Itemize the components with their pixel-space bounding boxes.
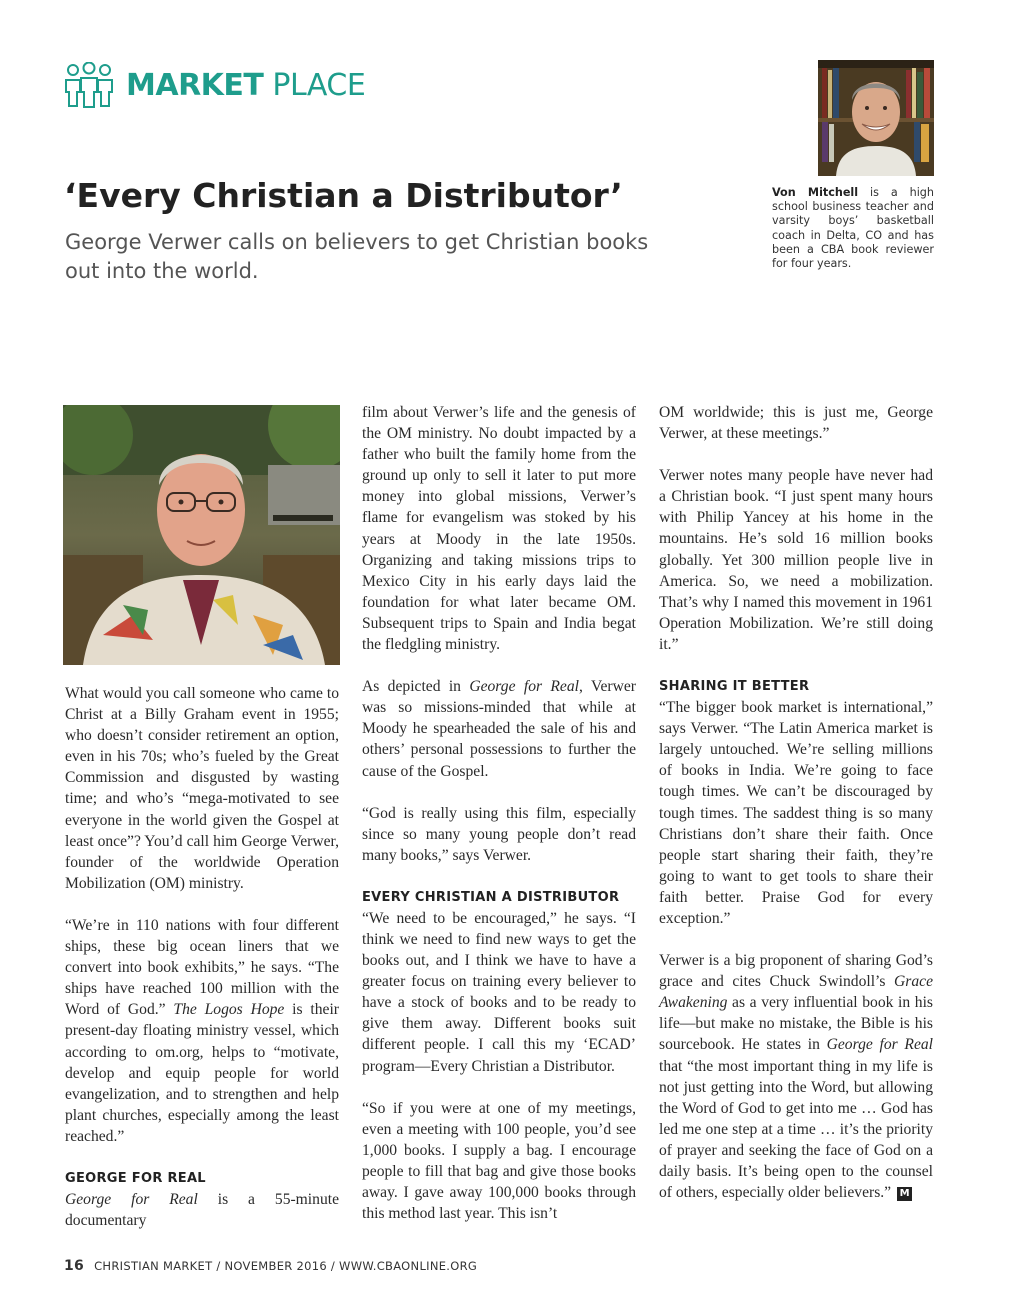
author-bio <box>772 186 934 271</box>
section-header <box>64 62 374 110</box>
col1-paragraph-1: What would you call someone who came to Christ at a Billy Graham event in 1955; who doesn’t consider retirement an option, even in his 70s; who’s fueled by the Great Commission and disgusted by wasting time; and who’s “mega-motivated to see everyone in the world given the Gospel at least once”? You’d call him George Verwer, founder of the worldwide Operation Mobilization (OM) ministry. <box>65 685 339 892</box>
col3-paragraph-1: OM worldwide; this is just me, George Verwer, at these meetings.” <box>659 404 933 443</box>
col2-p2-text-a: As depicted in <box>362 678 470 696</box>
col2-p2-italic: George for Real <box>469 678 579 696</box>
col3-paragraph-4 <box>659 950 933 1203</box>
col3-p4-text-c: that “the most important thing in my life is not just getting into the Word, but allowing the Word of God to get into me … God has led me one step at a time … it’s the priority of prayer and seeking the face of God on a daily basis. It’s being open to the counsel of others, especially older believers.” <box>659 1057 933 1202</box>
author-photo <box>818 60 934 176</box>
col1-paragraph-2 <box>65 915 339 1147</box>
page-number: 16 <box>64 1258 85 1274</box>
article-column-1 <box>65 683 339 1231</box>
george-verwer-photo <box>63 405 340 665</box>
author-name: Von Mitchell <box>772 186 859 199</box>
col3-p4-italic-1: Grace Awakening <box>659 973 933 1012</box>
col3-paragraph-3: “The bigger book market is international,” says Verwer. “The Latin America market is largely untouched. We’re selling millions of books in India. We’re going to face tough times. We can’t be discouraged by tough times. The saddest thing is so many Christians don’t share their faith. Once people start sharing their faith, they’re going to want to get tools to share their faith better. Praise God for every exception.” <box>659 699 933 927</box>
section-title <box>126 68 365 103</box>
col2-paragraph-3: “God is really using this film, especially since so many young people don’t read many books,” says Verwer. <box>362 804 636 864</box>
section-title-rest: PLACE <box>263 68 366 103</box>
col1-p2-text-a: “We’re in 110 nations with four different ships, these big ocean liners that we convert into book exhibits,” he says. “The ships have reached 100 million with the Word of God.” <box>65 916 339 1019</box>
col3-p4-italic-2: George for Real <box>826 1036 933 1054</box>
col2-paragraph-2 <box>362 676 636 781</box>
col1-p3-text: is a 55-minute documentary <box>65 1190 339 1230</box>
col3-p4-text-b: as a very influential book in his life—but make no mistake, the Bible is his sourcebook. He states in <box>659 994 933 1054</box>
article-column-3 <box>659 402 933 1203</box>
col1-paragraph-3 <box>65 1189 339 1231</box>
article-column-2 <box>362 402 636 1224</box>
col1-subheading: GEORGE FOR REAL <box>65 1170 206 1186</box>
page-footer <box>64 1258 477 1274</box>
col2-paragraph-4: “We need to be encouraged,” he says. “I think we need to find new ways to get the books out, and I think we have to have a greater focus on training every believer to have a stock of books and to be ready to give them away. Different books suit different people. I call this my ‘ECAD’ program—Every Christian a Distributor. <box>362 909 636 1075</box>
end-mark-icon: M <box>897 1187 912 1201</box>
col3-subheading: SHARING IT BETTER <box>659 679 810 695</box>
footer-text: CHRISTIAN MARKET / NOVEMBER 2016 / WWW.CBAONLINE.ORG <box>94 1259 478 1273</box>
col2-paragraph-5: “So if you were at one of my meetings, even a meeting with 100 people, you’d see 1,000 books. I supply a bag. I encourage people to fill that bag and give those books away. I gave away 100,000 books through this method last year. This isn’t <box>362 1099 636 1223</box>
col3-paragraph-2: Verwer notes many people have never had a Christian book. “I just spent many hours with Philip Yancey at his home in the mountains. He’s sold 16 million books globally. Yet 300 million people live in America. So, we need a mobilization. That’s why I named this movement in 1961 Operation Mobilization. We’re still doing it.” <box>659 467 933 653</box>
col2-paragraph-1: film about Verwer’s life and the genesis of the OM ministry. No doubt impacted by a father who built the family home from the ground up only to sell it later to put more money into global missions, Verwer’s flame for evangelism was stoked by his years at Moody in the late 1950s. Organizing and taking missions trips to Mexico City in his early days laid the foundation for what later became OM. Subsequent trips to Spain and India begat the fledgling ministry. <box>362 404 636 654</box>
article-deck: George Verwer calls on believers to get Christian books out into the world. <box>65 230 649 283</box>
col1-p2-text-b: is their present-day floating ministry vessel, which according to om.org, helps to “motivate, develop and equip people for world evangelization, and to strengthen and help plant churches, especially among the least reached.” <box>65 1001 339 1145</box>
col1-p3-italic: George for Real <box>65 1190 198 1208</box>
author-bio-text: is a high school business teacher and varsity boys’ basketball coach in Delta, CO and has been a CBA book reviewer for four years. <box>772 186 934 271</box>
col1-p2-italic: The Logos Hope <box>173 1001 285 1019</box>
col2-subheading: EVERY CHRISTIAN A DISTRIBUTOR <box>362 889 620 905</box>
people-group-icon <box>64 62 114 108</box>
section-title-bold: MARKET <box>126 68 264 103</box>
col3-p4-text-a: Verwer is a big proponent of sharing God’s grace and cites Chuck Swindoll’s <box>659 952 933 991</box>
article-headline: ‘Every Christian a Distributor’ <box>64 176 623 215</box>
col2-p2-text-b: , Verwer was so missions-minded that while at Moody he spearheaded the sale of his and others’ personal possessions to further the cause of the Gospel. <box>362 678 636 780</box>
